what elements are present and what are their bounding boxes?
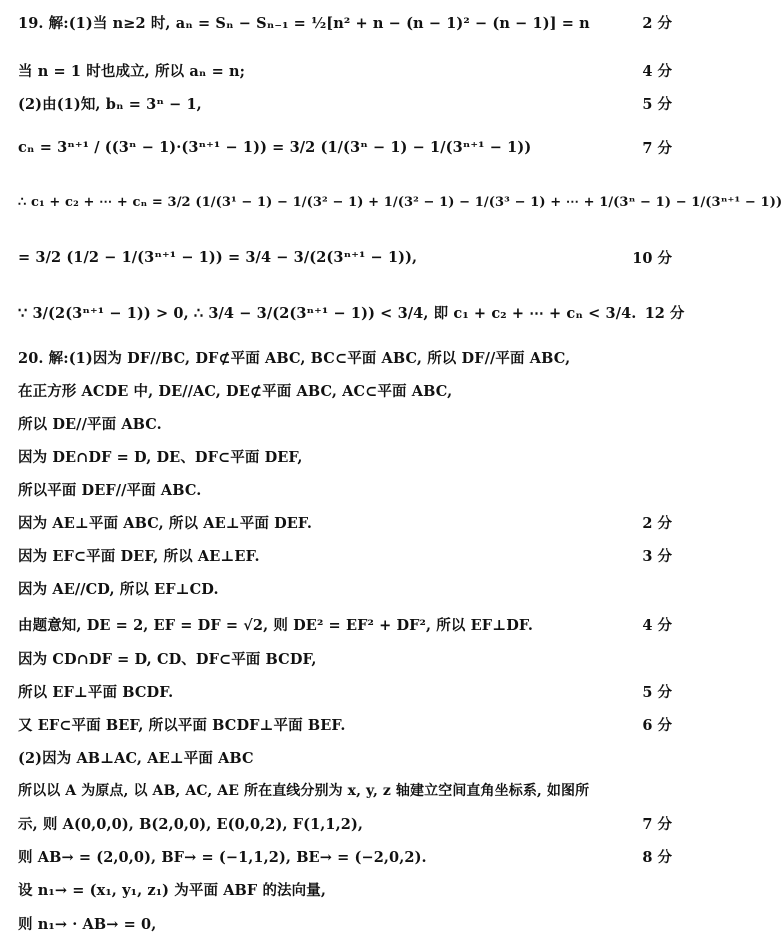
line-text: 20. 解:(1)因为 DF//BC, DF⊄平面 ABC, BC⊂平面 ABC, 所以 DF//平面 ABC, [18,350,571,367]
solution-line [18,913,672,934]
score-label: 5 分 [642,96,672,113]
line-text: ∴ c₁ + c₂ + ⋯ + cₙ = 3/2 (1/(3¹ − 1) − 1/(3² − 1) + 1/(3² − 1) − 1/(3³ − 1) + ⋯ + 1/(3ⁿ − 1) − 1/(3ⁿ⁺¹ − 1)) [18,195,782,210]
line-text: 则 AB→ = (2,0,0), BF→ = (−1,1,2), BE→ = (−2,0,2). [18,849,427,866]
solution-line [18,813,672,834]
line-text: 因为 EF⊂平面 DEF, 所以 AE⊥EF. [18,548,260,565]
score-label: 6 分 [642,717,672,734]
line-text: 因为 AE//CD, 所以 EF⊥CD. [18,581,219,598]
line-text: 所以 EF⊥平面 BCDF. [18,684,174,701]
line-text: 因为 AE⊥平面 ABC, 所以 AE⊥平面 DEF. [18,515,313,532]
solution-line [18,60,672,81]
solution-line [18,879,672,900]
solution-line [18,614,672,635]
line-text: 在正方形 ACDE 中, DE//AC, DE⊄平面 ABC, AC⊂平面 ABC, [18,383,453,400]
solution-line [18,347,672,368]
solution-line [18,648,672,669]
solution-line [18,380,672,401]
line-text: 因为 CD∩DF = D, CD、DF⊂平面 BCDF, [18,651,317,668]
solution-line [18,93,672,114]
score-label: 2 分 [642,15,672,32]
solution-line [18,195,782,210]
solution-line [18,512,672,533]
line-text: 因为 DE∩DF = D, DE、DF⊂平面 DEF, [18,449,303,466]
line-text: 由题意知, DE = 2, EF = DF = √2, 则 DE² = EF² + DF², 所以 EF⊥DF. [18,617,533,634]
solution-line [18,714,672,735]
score-label: 2 分 [642,515,672,532]
line-text: 所以平面 DEF//平面 ABC. [18,482,202,499]
line-text: cₙ = 3ⁿ⁺¹ / ((3ⁿ − 1)·(3ⁿ⁺¹ − 1)) = 3/2 (1/(3ⁿ − 1) − 1/(3ⁿ⁺¹ − 1)) [18,139,532,156]
line-text: 19. 解:(1)当 n≥2 时, aₙ = Sₙ − Sₙ₋₁ = ½[n² + n − (n − 1)² − (n − 1)] = n [18,15,590,32]
score-label: 4 分 [642,63,672,80]
solution-line [18,578,672,599]
solution-line [18,247,672,268]
line-text: 当 n = 1 时也成立, 所以 aₙ = n; [18,63,246,80]
line-text: 则 n₁→ · AB→ = 0, [18,916,157,933]
line-text: 所以 DE//平面 ABC. [18,416,162,433]
line-text: = 3/2 (1/2 − 1/(3ⁿ⁺¹ − 1)) = 3/4 − 3/(2(3ⁿ⁺¹ − 1)), [18,249,418,266]
score-label: 3 分 [642,548,672,565]
solution-line [18,413,672,434]
solution-line [18,137,672,158]
solution-line [18,846,672,867]
score-label: 7 分 [642,140,672,157]
line-text: ∵ 3/(2(3ⁿ⁺¹ − 1)) > 0, ∴ 3/4 − 3/(2(3ⁿ⁺¹ − 1)) < 3/4, 即 c₁ + c₂ + ⋯ + cₙ < 3/4. [18,305,637,322]
score-label: 10 分 [632,250,672,267]
line-text: 所以以 A 为原点, 以 AB, AC, AE 所在直线分别为 x, y, z 轴建立空间直角坐标系, 如图所 [18,783,590,799]
score-label: 5 分 [642,684,672,701]
solution-line [18,302,685,323]
line-text: 示, 则 A(0,0,0), B(2,0,0), E(0,0,2), F(1,1,2), [18,816,364,833]
line-text: (2)因为 AB⊥AC, AE⊥平面 ABC [18,750,254,767]
solution-line [18,12,672,33]
solution-line [18,545,672,566]
line-text: (2)由(1)知, bₙ = 3ⁿ − 1, [18,96,202,113]
score-label: 4 分 [642,617,672,634]
solution-line [18,446,672,467]
solution-line [18,780,672,800]
score-label: 7 分 [642,816,672,833]
score-label: 12 分 [644,305,685,322]
solution-line [18,479,672,500]
solution-line [18,747,672,768]
line-text: 又 EF⊂平面 BEF, 所以平面 BCDF⊥平面 BEF. [18,717,346,734]
score-label: 8 分 [642,849,672,866]
line-text: 设 n₁→ = (x₁, y₁, z₁) 为平面 ABF 的法向量, [18,882,326,899]
solution-line [18,681,672,702]
